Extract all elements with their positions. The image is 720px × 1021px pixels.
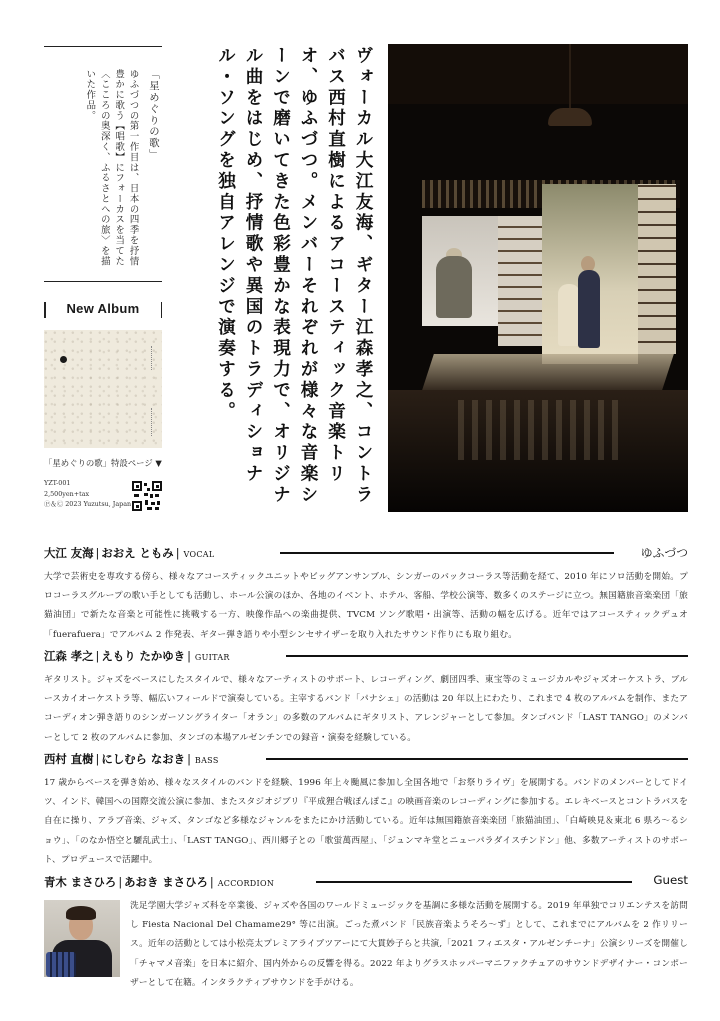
member-bio-text: ギタリスト。ジャズをベースにしたスタイルで、様々なアーティストのサポート、レコーディング、劇団四季、東宝等のミュージカルやジャズオーケストラ、ブルースカイオーケストラ等、幅広いフィールドで演奏している。主宰するバンド「パナシェ」の活動は 20 年以上にわたり、これまで 4 枚のアルバムを制作、またアコーディオン弾き語りのシンガーソングライター「オラン」の多数のアルバムにギタリスト、アレンジャーとして参加。タンゴバンド「LAST TANGO」のメンバーとして 2 枚のアルバムに参加、タンゴの本場アルゼンチンでの録音・演奏を経験している。 [44,675,688,743]
member-heading: 江森 孝之 | えもり たかゆき | GUITAR [44,649,230,663]
album-intro-text [79,69,160,269]
member-reading: あおき まさひろ [124,875,208,889]
member-bio-text: 大学で芸術史を専攻する傍ら、様々なアコースティックユニットやビッグアンサンブル、シンガーのバックコーラス等活動を経て、2010 年にソロ活動を開始。プロコーラスグループの歌い手としても活動し、ホール公演のほか、各地のイベント、ホテル、客船、学校公演等、数多くのステージに立つ。無国籍旅音楽楽団「旅猫油団」で新たな音楽と可能性に挑戦する一方、映像作品への楽曲提供、TVCM ソング歌唱・出演等、活動の幅を広げる。近年ではアコースティックデュオ「fuerafuera」でアルバム 2 作発表、ギター弾き語りや小型シンセサイザーを取り入れたサウンド作りにも取り組む。 [44,572,688,640]
band-photo [388,44,688,512]
album-meta [44,478,131,510]
member-name: 江森 孝之 [44,649,94,663]
qr-code-icon[interactable] [132,481,162,511]
member-heading: 大江 友海 | おおえ ともみ | VOCAL [44,546,215,560]
headline-vertical: ヴォーカル大江友海、ギター江森孝之、コントラバス西村直樹によるアコースティック音楽トリオ、ゆふづつ。メンバーそれぞれが様々な音楽シーンで磨いてきた色彩豊かな表現力で、オリジナル曲をはじめ、抒情歌や異国のトラディショナル・ソングを独自アレンジで演奏する。 [215,46,373,506]
heading-rule [316,881,632,883]
member-bio-aoki [44,873,688,993]
member-bio-emori [44,647,688,748]
new-album-text: New Album [66,301,140,316]
member-heading: 青木 まさひろ | あおき まさひろ | ACCORDION [44,875,275,889]
member-reading: おおえ ともみ [101,546,174,560]
member-bio-nishimura [44,750,688,870]
album-intro-paragraph: ゆふづつの第一作目は、日本の四季を抒情豊かに歌う【唱歌】にフォーカスを当てた〈こころの奥深く、ふるさとへの旅〉を描いた作品。 [84,69,139,267]
new-album-label [44,299,162,321]
member-bio-text: 洗足学園大学ジャズ科を卒業後、ジャズや各国のワールドミュージックを基調に多様な活動を展開する。2019 年単独でコリエンテスを訪問し Fiesta Nacional Del Chamame29° 等に出演。ごった煮バンド「民族音楽ようそろ〜ず」として、これまでにアルバムを 2 作リリース。近年の活動としては小松亮太プレミアライブツアーにて大貫妙子らと共演,「2021 フィエスタ・アルゼンチーナ」公演シリーズを開催し「チャマメ音楽」を日本に紹介、国内外からの反響を得る。2022 年よりグラスホッパーマニファクチュアのサウンドデザイナー・コンポーザーとして在籍。インタラクティブサウンドを手がける。 [130,901,688,988]
album-intro-title: 「星めぐりの歌」 [147,69,159,161]
heading-rule [280,552,614,554]
member-name: 大江 友海 [44,546,94,560]
member-bio-text: 17 歳からベースを弾き始め、様々なスタイルのバンドを経験、1996 年上々颱風に参加し全国各地で「お祭りライヴ」を展開する。バンドのメンバーとしてドイツ、インド、韓国への国際交流公演に参加、またスタジオジブリ『平成狸合戦ぽんぽこ』の映画音楽のレコーディングに参加する。エレキベースとコントラバスを自在に操り、アラブ音楽、ジャズ、タンゴなど多様なジャンルをまたにかけ活動している。近年は無国籍旅音楽楽団「旅猫油団」、「白崎映見＆東北 6 県ろ〜るショウ」、「のなか悟空と驪乱武士」、「LAST TANGO」、西川郷子との「歌蛍萬西屋」、「ジュンマキ堂とニューパラダイスチンドン」他、多数アーティストのサポート、プロデュースで活躍中。 [44,778,688,865]
catalog-number: YZT-001 [44,479,71,487]
member-reading: えもり たかゆき [101,649,186,663]
group-tag: ゆふづつ [635,544,688,561]
album-price: 2,500yen+tax [44,489,90,498]
album-copyright: Ⓟ＆Ⓒ 2023 Yuzutsu, Japan [44,500,132,509]
accordion-icon [46,952,76,977]
band-member-figure [436,256,472,318]
ceiling-lamp [548,108,592,126]
heading-rule [266,758,688,760]
guest-tag: Guest [647,873,688,887]
guest-portrait [44,900,120,977]
member-role: VOCAL [183,550,215,559]
heading-rule [286,655,688,657]
special-page-link[interactable]: 「星めぐりの歌」特設ページ ▼ [44,458,162,468]
band-member-figure [578,270,600,348]
member-role: GUITAR [194,653,230,662]
member-bio-oe [44,544,688,645]
album-cover [44,330,162,448]
member-role: BASS [194,756,219,765]
member-name: 青木 まさひろ [44,875,117,889]
band-member-figure [558,284,580,346]
member-reading: にしむら なおき [101,752,186,766]
album-intro-box [44,46,162,282]
member-heading: 西村 直樹 | にしむら なおき | BASS [44,752,219,766]
member-role: ACCORDION [217,879,275,888]
member-name: 西村 直樹 [44,752,94,766]
star-dot-icon [60,356,67,363]
